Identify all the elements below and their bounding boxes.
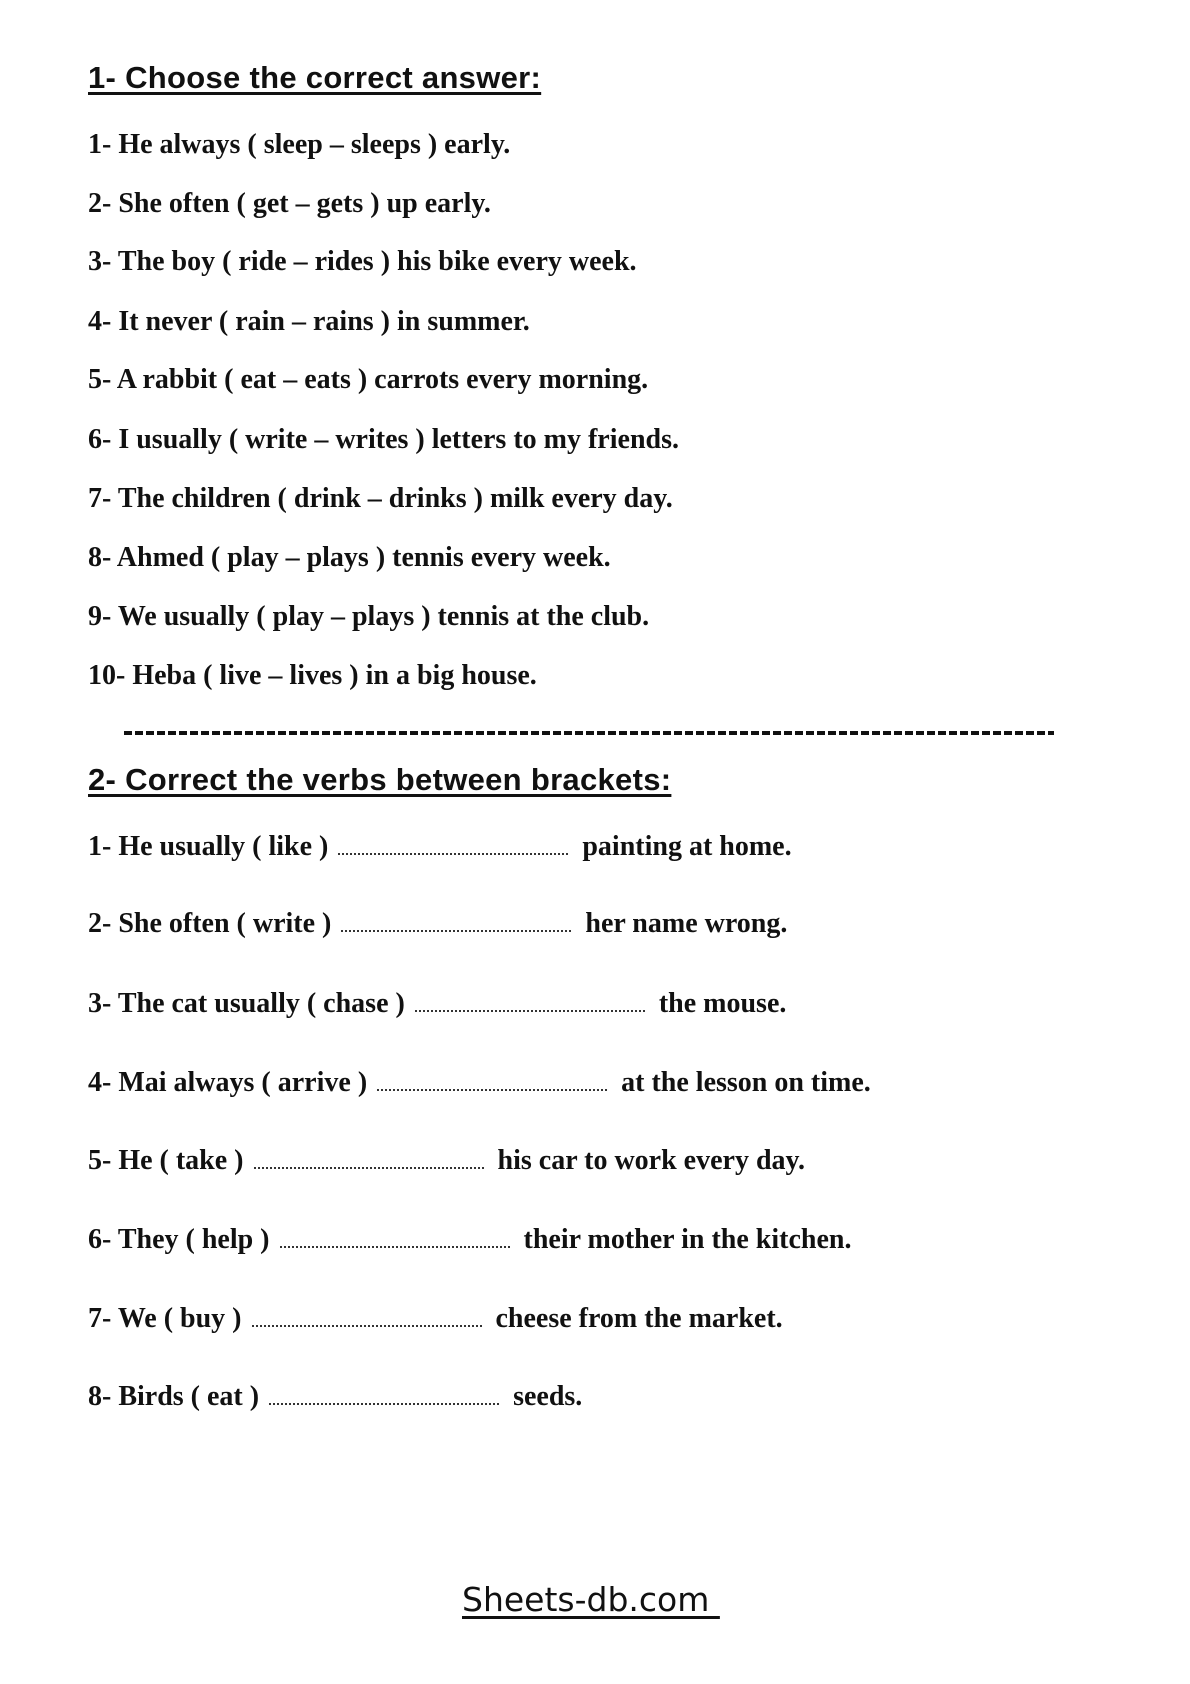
exercise-ending: at the lesson on time. [621,1067,871,1098]
answer-blank[interactable] [341,926,571,932]
exercise-ending: her name wrong. [585,908,788,939]
question-item: 2- She often ( get – gets ) up early. [88,188,491,219]
section2-heading: 2- Correct the verbs between brackets: [88,762,672,797]
exercise-prompt: 2- She often ( write ) [88,908,332,939]
exercise-prompt: 4- Mai always ( arrive ) [88,1067,368,1098]
question-item: 6- I usually ( write – writes ) letters to my friends. [88,424,679,455]
exercise-item [88,1223,851,1257]
exercise-prompt: 7- We ( buy ) [88,1303,242,1334]
exercise-ending: their mother in the kitchen. [523,1224,852,1255]
exercise-prompt: 1- He usually ( like ) [88,831,329,862]
exercise-item [88,830,792,864]
question-item: 10- Heba ( live – lives ) in a big house. [88,660,537,691]
question-item: 5- A rabbit ( eat – eats ) carrots every morning. [88,364,649,395]
answer-blank[interactable] [415,1006,645,1012]
question-item: 3- The boy ( ride – rides ) his bike every week. [88,246,637,277]
answer-blank[interactable] [269,1399,499,1405]
answer-blank[interactable] [377,1085,607,1091]
exercise-item [88,1380,582,1414]
dashed-divider [124,731,1054,735]
exercise-ending: seeds. [513,1381,583,1412]
exercise-prompt: 8- Birds ( eat ) [88,1381,260,1412]
exercise-item [88,907,787,941]
section1-heading: 1- Choose the correct answer: [88,60,542,95]
question-item: 1- He always ( sleep – sleeps ) early. [88,129,511,160]
exercise-ending: the mouse. [658,988,787,1019]
exercise-item [88,987,786,1021]
answer-blank[interactable] [338,849,568,855]
question-item: 7- The children ( drink – drinks ) milk every day. [88,483,673,514]
exercise-item [88,1066,871,1100]
answer-blank[interactable] [254,1163,484,1169]
answer-blank[interactable] [280,1242,510,1248]
exercise-item [88,1302,783,1336]
question-item: 4- It never ( rain – rains ) in summer. [88,306,530,337]
exercise-prompt: 3- The cat usually ( chase ) [88,988,405,1019]
exercise-ending: painting at home. [582,831,792,862]
exercise-prompt: 6- They ( help ) [88,1224,270,1255]
answer-blank[interactable] [252,1321,482,1327]
exercise-prompt: 5- He ( take ) [88,1145,244,1176]
exercise-ending: cheese from the market. [495,1303,783,1334]
question-item: 9- We usually ( play – plays ) tennis at the club. [88,601,650,632]
exercise-item [88,1144,805,1178]
footer-watermark[interactable]: Sheets-db.com [462,1580,720,1619]
exercise-ending: his car to work every day. [497,1145,805,1176]
question-item: 8- Ahmed ( play – plays ) tennis every week. [88,542,611,573]
